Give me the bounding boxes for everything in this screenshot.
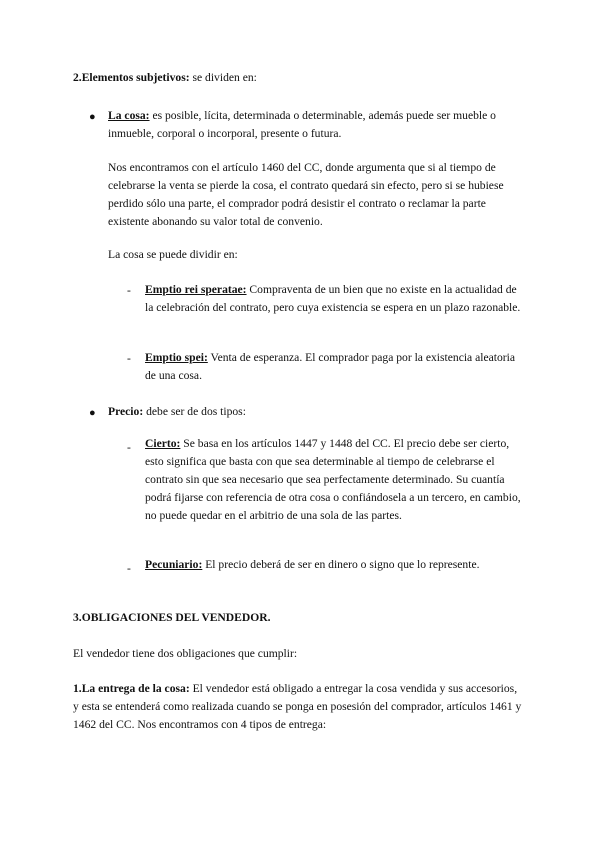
precio-paragraph: [108, 403, 520, 421]
spei-text: Venta de esperanza. El comprador paga por la existencia aleatoria de una cosa.: [145, 351, 516, 382]
section3-intro: El vendedor tiene dos obligaciones que cumplir:: [73, 647, 298, 660]
entrega-label: 1.La entrega de la cosa:: [73, 682, 190, 695]
entrega-text: El vendedor está obligado a entregar la cosa vendida y sus accesorios, y esta se entenderá como realizada cuando se ponga en posesión del comprador, artículos 1461 y 1462 del CC. Nos encontramos con 4 tipos de entrega:: [73, 682, 522, 731]
precio-item-cierto: [145, 435, 527, 525]
section2-heading-bold: 2.Elementos subjetivos:: [73, 71, 190, 84]
dash-icon: -: [127, 441, 131, 454]
pecuniario-text: El precio deberá de ser en dinero o signo que lo represente.: [202, 558, 480, 571]
section3-heading: 3.OBLIGACIONES DEL VENDEDOR.: [73, 611, 271, 624]
precio-item-pecuniario: [145, 556, 527, 574]
cierto-label: Cierto:: [145, 437, 181, 450]
cosa-paragraph: [108, 107, 520, 143]
spei-label: Emptio spei:: [145, 351, 208, 364]
precio-label: Precio:: [108, 405, 144, 418]
precio-text: debe ser de dos tipos:: [143, 405, 246, 418]
cosa-para1: Nos encontramos con el artículo 1460 del CC, donde argumenta que si al tiempo de celebrarse la venta se pierde la cosa, el contrato quedará sin efecto, pero si se hubiese perdido sólo una parte, el comprador podrá desistir el contrato o reclamar la parte existente abonando su valor total de convenio.: [108, 161, 504, 228]
cosa-label: La cosa:: [108, 109, 150, 122]
section2-heading: [73, 69, 533, 87]
entrega-paragraph: [73, 680, 523, 734]
dash-icon: -: [127, 284, 131, 297]
cosa-text: es posible, lícita, determinada o determinable, además puede ser mueble o inmueble, corporal o incorporal, presente o futura.: [108, 109, 496, 140]
cosa-para2: La cosa se puede dividir en:: [108, 248, 238, 261]
dash-icon: -: [127, 562, 131, 575]
bullet-icon: ●: [89, 407, 96, 419]
cierto-text: Se basa en los artículos 1447 y 1448 del CC. El precio debe ser cierto, esto significa que basta con que sea determinable al tiempo de celebrarse el contrato sin que sea necesario que sea perfectamente determinado. Su cuantía podrá fijarse con referencia de otra cosa o confiándosela a un tercero, en cambio, no puede quedar en el arbitrio de una sola de las partes.: [145, 437, 521, 522]
cosa-item-spei: [145, 349, 527, 385]
cosa-item-rei-speratae: [145, 281, 527, 317]
rei-speratae-text: Compraventa de un bien que no existe en la actualidad de la celebración del contrato, pero cuya existencia se espera en un plazo razonable.: [145, 283, 521, 314]
bullet-icon: ●: [89, 111, 96, 123]
pecuniario-label: Pecuniario:: [145, 558, 203, 571]
dash-icon: -: [127, 352, 131, 365]
section2-heading-rest: se dividen en:: [189, 71, 257, 84]
rei-speratae-label: Emptio rei speratae:: [145, 283, 247, 296]
